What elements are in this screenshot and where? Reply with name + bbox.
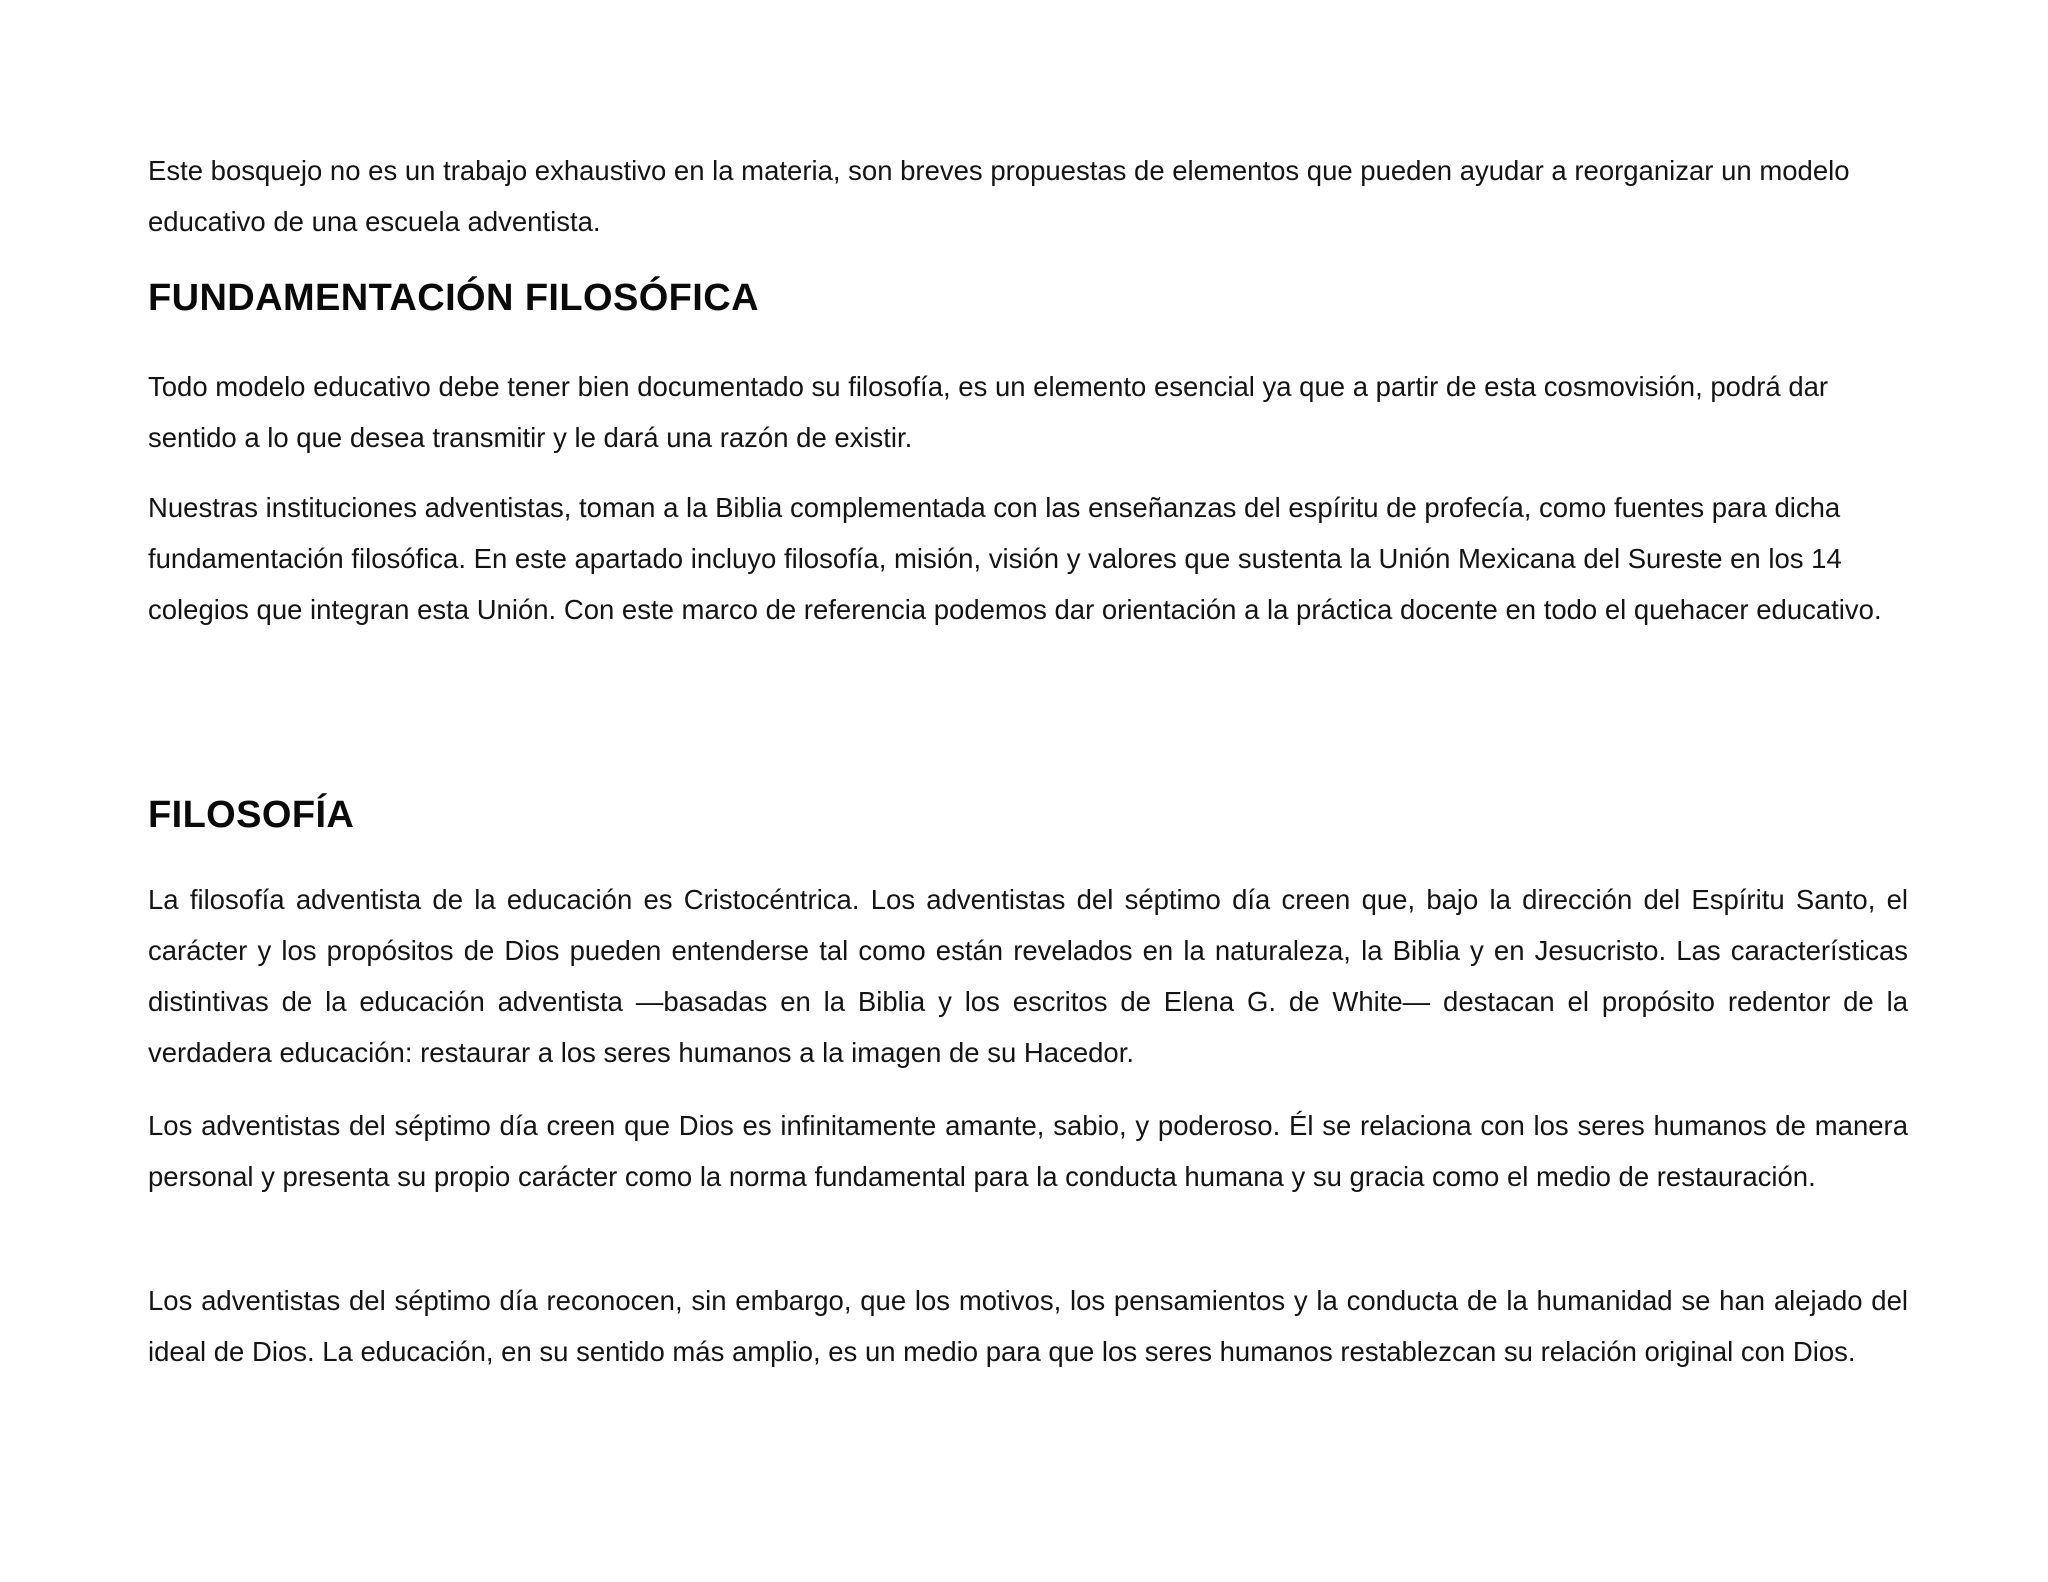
section-heading-filosofia: FILOSOFÍA: [148, 794, 355, 836]
fundamentacion-paragraph-1: Todo modelo educativo debe tener bien documentado su filosofía, es un elemento esencial ya que a partir de esta cosmovisión, podrá dar sentido a lo que desea transmitir y le dará una razón de existir.: [148, 371, 1829, 453]
filosofia-paragraph-1: La filosofía adventista de la educación es Cristocéntrica. Los adventistas del séptimo día creen que, bajo la dirección del Espíritu Santo, el carácter y los propósitos de Dios pueden entenderse tal como están revelados en la naturaleza, la Biblia y en Jesucristo. Las características distintivas de la educación adventista —basadas en la Biblia y los escritos de Elena G. de White— destacan el propósito redentor de la verdadera educación: restaurar a los seres humanos a la imagen de su Hacedor.: [148, 884, 1908, 1068]
section-heading-fundamentacion: FUNDAMENTACIÓN FILOSÓFICA: [148, 277, 759, 319]
filosofia-paragraph-3: Los adventistas del séptimo día reconocen, sin embargo, que los motivos, los pensamientos y la conducta de la humanidad se han alejado del ideal de Dios. La educación, en su sentido más amplio, es un medio para que los seres humanos restablezcan su relación original con Dios.: [148, 1285, 1908, 1367]
intro-paragraph: Este bosquejo no es un trabajo exhaustivo en la materia, son breves propuestas de elementos que pueden ayudar a reorganizar un modelo educativo de una escuela adventista.: [148, 155, 1850, 237]
filosofia-paragraph-2: Los adventistas del séptimo día creen que Dios es infinitamente amante, sabio, y poderoso. Él se relaciona con los seres humanos de manera personal y presenta su propio carácter como la norma fundamental para la conducta humana y su gracia como el medio de restauración.: [148, 1110, 1908, 1192]
fundamentacion-paragraph-2: Nuestras instituciones adventistas, toman a la Biblia complementada con las enseñanzas del espíritu de profecía, como fuentes para dicha fundamentación filosófica. En este apartado incluyo filosofía, misión, visión y valores que sustenta la Unión Mexicana del Sureste en los 14 colegios que integran esta Unión. Con este marco de referencia podemos dar orientación a la práctica docente en todo el quehacer educativo.: [148, 492, 1882, 625]
